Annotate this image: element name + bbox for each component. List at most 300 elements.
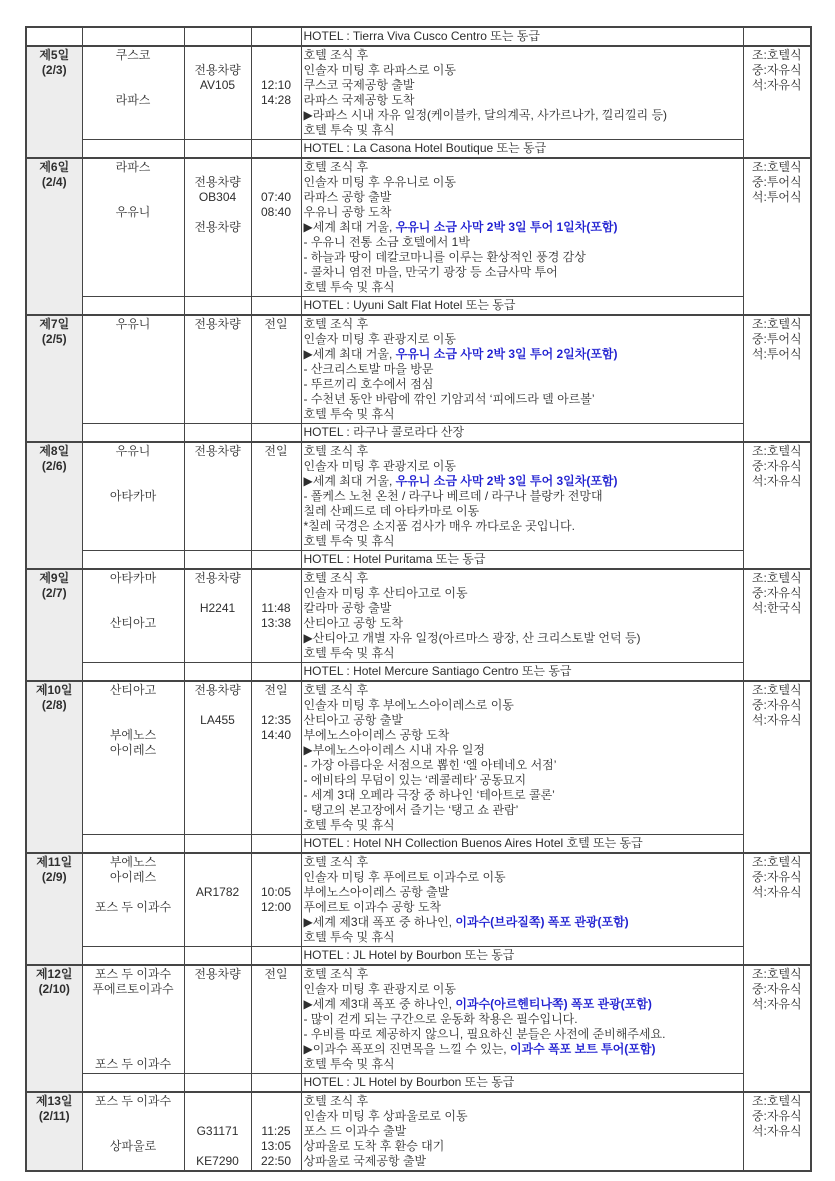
transport-line: LA455: [200, 713, 235, 727]
description-line: [304, 1094, 741, 1109]
meal-line: 조:호텔식: [751, 160, 802, 174]
location-cell: [82, 681, 184, 835]
time-cell-empty: [251, 140, 301, 159]
location-cell: [82, 569, 184, 663]
location-line: [85, 190, 182, 205]
time-line: 전일: [264, 444, 288, 458]
day-date: (2/11): [38, 1109, 70, 1123]
transport-cell: [184, 442, 251, 551]
location-line: [85, 78, 182, 93]
transport-line: [187, 205, 249, 220]
hotel-row: [26, 663, 811, 682]
meal-line: 석:자유식: [751, 474, 802, 488]
hotel-cell: [301, 140, 743, 159]
day-block-row: [26, 1092, 811, 1171]
meal-line: 석:투어식: [751, 190, 802, 204]
hotel-text: HOTEL : Tierra Viva Cusco Centro 또는 동급: [303, 29, 540, 43]
location-cell-empty: [82, 835, 184, 854]
continuation-row: [26, 27, 811, 46]
description-text: ▶세계 제3대 폭포 중 하나인,: [303, 915, 456, 929]
time-line: [254, 870, 299, 885]
location-cell: [82, 1092, 184, 1171]
description-text: - 가장 아름다운 서점으로 뽑힌 ‘엘 아테네오 서점’: [303, 758, 557, 772]
meal-line: 조:호텔식: [751, 48, 802, 62]
time-cell: [251, 46, 301, 140]
time-cell-empty: [251, 297, 301, 316]
description-line: [304, 235, 741, 250]
meal-cell: [743, 681, 811, 853]
hotel-cell: [301, 27, 743, 46]
time-line: 12:35: [260, 713, 292, 727]
meal-line: 석:자유식: [751, 78, 802, 92]
location-line: 아타카마: [109, 489, 157, 503]
transport-line: 전용차량: [194, 175, 241, 189]
day-label: 제8일: [39, 444, 70, 458]
time-cell: [251, 158, 301, 297]
location-line: 포스 두 이과수: [94, 967, 172, 981]
meal-cell: [743, 46, 811, 158]
description-text: ▶산티아고 개별 자유 일정(아르마스 광장, 산 크리스토발 언덕 등): [303, 631, 641, 645]
day-cell: [26, 315, 82, 442]
description-text: ▶라파스 시내 자유 일정(케이블카, 달의계곡, 사가르나가, 낄리낄리 등): [303, 108, 668, 122]
time-line: 전일: [264, 317, 288, 331]
description-cell: [301, 1092, 743, 1171]
day-label: 제10일: [35, 683, 73, 697]
meal-line: 조:호텔식: [751, 571, 802, 585]
day-label: 제6일: [39, 160, 70, 174]
transport-line: [187, 160, 249, 175]
day-cell: [26, 965, 82, 1092]
location-line: 상파울로: [109, 1139, 157, 1153]
description-line: [304, 631, 741, 646]
location-line: 라파스: [115, 160, 151, 174]
time-line: [254, 1109, 299, 1124]
time-cell-empty: [251, 663, 301, 682]
description-text: 호텔 조식 후: [303, 48, 369, 62]
transport-cell-empty: [184, 424, 251, 443]
day-date: (2/8): [41, 698, 67, 712]
description-line: [304, 175, 741, 190]
description-text: ▶세계 최대 거울,: [303, 347, 396, 361]
description-line: [304, 362, 741, 377]
description-line: [304, 1057, 741, 1072]
description-line: [304, 280, 741, 295]
hotel-text: HOTEL : Uyuni Salt Flat Hotel 또는 동급: [303, 298, 516, 312]
description-text: 호텔 조식 후: [303, 855, 369, 869]
meal-line: 조:호텔식: [751, 1094, 802, 1108]
description-text: ▶이과수 폭포의 진면목을 느낄 수 있는,: [303, 1042, 510, 1056]
location-cell-empty: [82, 424, 184, 443]
meal-line: 중:자유식: [751, 1109, 802, 1123]
description-cell: [301, 569, 743, 663]
day-date: (2/7): [41, 586, 67, 600]
description-text: - 많이 걷게 되는 구간으로 운동화 착용은 필수입니다.: [303, 1012, 578, 1026]
time-line: [254, 1094, 299, 1109]
location-line: [85, 1012, 182, 1027]
transport-cell: [184, 965, 251, 1074]
description-line: [304, 205, 741, 220]
description-text: 포스 드 이과수 출발: [303, 1124, 407, 1138]
day-date: (2/4): [41, 175, 67, 189]
transport-line: [187, 48, 249, 63]
meal-cell: [743, 569, 811, 681]
transport-line: [187, 855, 249, 870]
description-line: [304, 93, 741, 108]
highlighted-tour-text: 우유니 소금 사막 2박 3일 투어 3일차(포함): [395, 474, 618, 488]
location-line: [85, 997, 182, 1012]
day-cell: [26, 681, 82, 853]
description-text: ▶세계 최대 거울,: [303, 474, 396, 488]
description-text: - 콜차니 염전 마을, 만국기 광장 등 소금사막 투어: [303, 265, 558, 279]
description-line: [304, 1042, 741, 1057]
time-line: [254, 48, 299, 63]
day-cell: [26, 1092, 82, 1171]
description-text: 부에노스아이레스 공항 도착: [303, 728, 450, 742]
meal-line: 중:투어식: [751, 175, 802, 189]
description-line: [304, 1109, 741, 1124]
description-text: - 에비타의 무덤이 있는 ‘레콜레타’ 공동묘지: [303, 773, 527, 787]
location-cell: [82, 853, 184, 947]
hotel-row: [26, 947, 811, 966]
description-text: 호텔 투숙 및 휴식: [303, 123, 395, 137]
transport-line: KE7290: [196, 1154, 239, 1168]
description-line: [304, 885, 741, 900]
meal-line: 중:자유식: [751, 982, 802, 996]
description-text: - 수천년 동안 바람에 깎인 기암괴석 ‘피에드라 델 아르볼’: [303, 392, 595, 406]
day-cell: [26, 853, 82, 965]
time-line: 14:40: [260, 728, 292, 742]
meal-line: 조:호텔식: [751, 967, 802, 981]
meal-line: 석:자유식: [751, 713, 802, 727]
description-line: [304, 265, 741, 280]
description-text: 푸에르토 이과수 공항 도착: [303, 900, 442, 914]
description-line: [304, 1124, 741, 1139]
hotel-row: [26, 140, 811, 159]
location-cell-empty: [82, 551, 184, 570]
time-line: [254, 63, 299, 78]
time-line: 11:25: [261, 1124, 291, 1138]
description-text: 호텔 투숙 및 휴식: [303, 280, 395, 294]
time-line: 22:50: [260, 1154, 292, 1168]
transport-line: G31171: [196, 1124, 239, 1138]
location-line: 부에노스: [109, 855, 157, 869]
description-line: [304, 190, 741, 205]
time-cell: [251, 315, 301, 424]
description-text: 인솔자 미팅 후 우유니로 이동: [303, 175, 456, 189]
location-line: [85, 1109, 182, 1124]
description-text: 인솔자 미팅 후 산티아고로 이동: [303, 586, 468, 600]
location-line: 우유니: [115, 205, 151, 219]
day-date: (2/3): [41, 63, 67, 77]
time-line: 전일: [264, 967, 288, 981]
day-block-row: [26, 681, 811, 835]
description-text: - 산크리스토발 마을 방문: [303, 362, 434, 376]
transport-line: 전용차량: [194, 571, 241, 585]
description-text: 인솔자 미팅 후 푸에르토 이과수로 이동: [303, 870, 506, 884]
description-text: 호텔 조식 후: [303, 683, 369, 697]
day-label: 제11일: [36, 855, 73, 869]
transport-line: [187, 1139, 249, 1154]
hotel-cell: [301, 297, 743, 316]
meal-line: 중:자유식: [751, 586, 802, 600]
day-label: 제9일: [39, 571, 70, 585]
transport-line: [187, 1094, 249, 1109]
description-line: [304, 332, 741, 347]
description-text: 호텔 조식 후: [303, 444, 369, 458]
description-text: - 탱고의 본고장에서 즐기는 ‘탱고 쇼 관람’: [303, 803, 519, 817]
description-text: - 폴케스 노천 온천 / 라구나 베르데 / 라구나 블랑카 전망대: [303, 489, 603, 503]
highlighted-tour-text: 이과수(브라질쪽) 폭포 관광(포함): [455, 915, 629, 929]
transport-cell-empty: [184, 140, 251, 159]
description-text: 라파스 국제공항 도착: [303, 93, 415, 107]
description-text: 산티아고 공항 도착: [303, 616, 403, 630]
description-line: [304, 728, 741, 743]
description-line: [304, 855, 741, 870]
description-line: [304, 1027, 741, 1042]
hotel-row: [26, 1074, 811, 1093]
transport-cell-empty: [184, 663, 251, 682]
description-text: 우유니 공항 도착: [303, 205, 392, 219]
description-line: [304, 788, 741, 803]
location-line: [85, 1042, 182, 1057]
itinerary-page: [25, 26, 812, 1172]
day-label: 제13일: [35, 1094, 73, 1108]
location-line: [85, 713, 182, 728]
hotel-row: [26, 297, 811, 316]
description-cell: [301, 965, 743, 1074]
meal-cell: [743, 442, 811, 569]
description-line: [304, 571, 741, 586]
description-line: [304, 108, 741, 123]
description-line: [304, 646, 741, 661]
description-line: [304, 160, 741, 175]
day-label: 제5일: [39, 48, 70, 62]
location-cell-empty: [82, 27, 184, 46]
description-text: - 뚜르끼리 호수에서 점심: [303, 377, 434, 391]
hotel-text: HOTEL : Hotel Mercure Santiago Centro 또는 동급: [303, 664, 572, 678]
transport-line: AR1782: [195, 885, 240, 899]
transport-cell-empty: [184, 27, 251, 46]
location-line: [85, 474, 182, 489]
time-cell: [251, 853, 301, 947]
description-line: [304, 123, 741, 138]
description-line: [304, 519, 741, 534]
description-text: 호텔 투숙 및 휴식: [303, 818, 395, 832]
time-cell: [251, 442, 301, 551]
meal-line: 조:호텔식: [751, 444, 802, 458]
transport-line: 전용차량: [194, 967, 241, 981]
location-line: [85, 586, 182, 601]
description-line: [304, 407, 741, 422]
description-text: ▶세계 최대 거울,: [303, 220, 396, 234]
meal-line: 중:자유식: [751, 870, 802, 884]
location-line: [85, 459, 182, 474]
location-line: 산티아고: [109, 683, 157, 697]
day-date: (2/5): [41, 332, 67, 346]
description-text: 쿠스코 국제공항 출발: [303, 78, 415, 92]
meal-cell: [743, 158, 811, 315]
description-cell: [301, 315, 743, 424]
description-line: [304, 900, 741, 915]
description-line: [304, 459, 741, 474]
description-text: 산티아고 공항 출발: [303, 713, 403, 727]
location-line: [85, 1027, 182, 1042]
location-cell: [82, 442, 184, 551]
description-line: [304, 818, 741, 833]
transport-cell: [184, 569, 251, 663]
description-line: [304, 377, 741, 392]
description-text: 칠레 산페드로 데 아타카마로 이동: [303, 504, 480, 518]
description-line: [304, 78, 741, 93]
description-line: [304, 489, 741, 504]
description-line: [304, 392, 741, 407]
day-label: 제12일: [35, 967, 73, 981]
transport-line: 전용차량: [194, 683, 241, 697]
description-text: 호텔 투숙 및 휴식: [303, 646, 395, 660]
meal-line: 석:자유식: [751, 885, 802, 899]
day-block-row: [26, 965, 811, 1074]
meal-cell-empty: [743, 27, 811, 46]
description-text: *칠레 국경은 소지품 검사가 매우 까다로운 곳입니다.: [303, 519, 575, 533]
hotel-cell: [301, 1074, 743, 1093]
location-line: 부에노스: [109, 728, 157, 742]
transport-cell: [184, 681, 251, 835]
description-cell: [301, 853, 743, 947]
description-text: 인솔자 미팅 후 관광지로 이동: [303, 459, 456, 473]
description-text: 인솔자 미팅 후 관광지로 이동: [303, 982, 456, 996]
hotel-text: HOTEL : 라구나 콜로라다 산장: [303, 425, 465, 439]
description-line: [304, 347, 741, 362]
day-date: (2/9): [41, 870, 67, 884]
description-text: - 하늘과 땅이 데칼코마니를 이루는 환상적인 풍경 감상: [303, 250, 586, 264]
transport-cell-empty: [184, 551, 251, 570]
transport-cell: [184, 853, 251, 947]
time-line: 13:05: [260, 1139, 292, 1153]
location-cell-empty: [82, 663, 184, 682]
day-block-row: [26, 853, 811, 947]
day-cell-empty: [26, 27, 82, 46]
location-line: 우유니: [115, 317, 151, 331]
transport-line: [187, 870, 249, 885]
hotel-cell: [301, 947, 743, 966]
meal-line: 조:호텔식: [751, 683, 802, 697]
description-line: [304, 683, 741, 698]
time-cell-empty: [251, 1074, 301, 1093]
description-text: 호텔 조식 후: [303, 967, 369, 981]
location-line: 푸에르토이과수: [92, 982, 174, 996]
hotel-text: HOTEL : JL Hotel by Bourbon 또는 동급: [303, 948, 515, 962]
description-text: 부에노스아이레스 공항 출발: [303, 885, 450, 899]
location-line: 포스 두 이과수: [94, 900, 172, 914]
location-line: 라파스: [115, 93, 151, 107]
time-line: 10:05: [260, 885, 292, 899]
location-line: [85, 175, 182, 190]
description-text: 인솔자 미팅 후 상파울로로 이동: [303, 1109, 468, 1123]
transport-line: 전용차량: [194, 317, 241, 331]
day-cell: [26, 46, 82, 158]
location-cell: [82, 158, 184, 297]
time-line: [254, 175, 299, 190]
time-line: [254, 160, 299, 175]
description-line: [304, 48, 741, 63]
transport-cell: [184, 315, 251, 424]
time-cell: [251, 965, 301, 1074]
description-line: [304, 474, 741, 489]
time-line: 11:48: [261, 601, 291, 615]
description-text: ▶부에노스아이레스 시내 자유 일정: [303, 743, 486, 757]
time-line: [254, 571, 299, 586]
day-block-row: [26, 569, 811, 663]
transport-line: H2241: [199, 601, 236, 615]
transport-cell-empty: [184, 835, 251, 854]
meal-line: 중:자유식: [751, 63, 802, 77]
description-text: 호텔 조식 후: [303, 160, 369, 174]
time-cell-empty: [251, 947, 301, 966]
time-line: 08:40: [260, 205, 292, 219]
location-line: 산티아고: [109, 616, 157, 630]
meal-line: 석:투어식: [751, 347, 802, 361]
description-line: [304, 616, 741, 631]
description-line: [304, 915, 741, 930]
time-cell: [251, 1092, 301, 1171]
description-text: 라파스 공항 출발: [303, 190, 392, 204]
highlighted-tour-text: 이과수 폭포 보트 투어(포함): [509, 1042, 656, 1056]
location-line: 쿠스코: [115, 48, 151, 62]
description-line: [304, 63, 741, 78]
location-cell: [82, 965, 184, 1074]
transport-line: [187, 1109, 249, 1124]
description-text: 상파울로 국제공항 출발: [303, 1154, 427, 1168]
description-cell: [301, 158, 743, 297]
description-line: [304, 870, 741, 885]
meal-line: 석:한국식: [751, 601, 802, 615]
location-cell-empty: [82, 140, 184, 159]
description-text: 호텔 조식 후: [303, 317, 369, 331]
description-text: 인솔자 미팅 후 부에노스아이레스로 이동: [303, 698, 514, 712]
time-line: 07:40: [260, 190, 292, 204]
description-text: 칼라마 공항 출발: [303, 601, 392, 615]
meal-line: 석:자유식: [751, 1124, 802, 1138]
hotel-cell: [301, 663, 743, 682]
time-line: [254, 855, 299, 870]
transport-line: [187, 698, 249, 713]
meal-line: 중:자유식: [751, 459, 802, 473]
highlighted-tour-text: 이과수(아르헨티나쪽) 폭포 관광(포함): [455, 997, 652, 1011]
description-text: 호텔 투숙 및 휴식: [303, 1057, 395, 1071]
description-line: [304, 713, 741, 728]
day-block-row: [26, 158, 811, 297]
hotel-cell: [301, 551, 743, 570]
description-line: [304, 698, 741, 713]
description-text: 호텔 투숙 및 휴식: [303, 930, 395, 944]
description-line: [304, 997, 741, 1012]
meal-cell: [743, 965, 811, 1092]
hotel-text: HOTEL : Hotel NH Collection Buenos Aires Hotel 호텔 또는 동급: [303, 836, 643, 850]
transport-cell-empty: [184, 947, 251, 966]
description-line: [304, 982, 741, 997]
description-line: [304, 758, 741, 773]
location-line: 포스 두 이과수: [94, 1057, 172, 1071]
description-line: [304, 930, 741, 945]
location-line: [85, 601, 182, 616]
time-line: 14:28: [260, 93, 292, 107]
location-cell-empty: [82, 1074, 184, 1093]
description-line: [304, 773, 741, 788]
transport-cell-empty: [184, 1074, 251, 1093]
description-line: [304, 504, 741, 519]
description-line: [304, 1154, 741, 1169]
day-label: 제7일: [39, 317, 70, 331]
